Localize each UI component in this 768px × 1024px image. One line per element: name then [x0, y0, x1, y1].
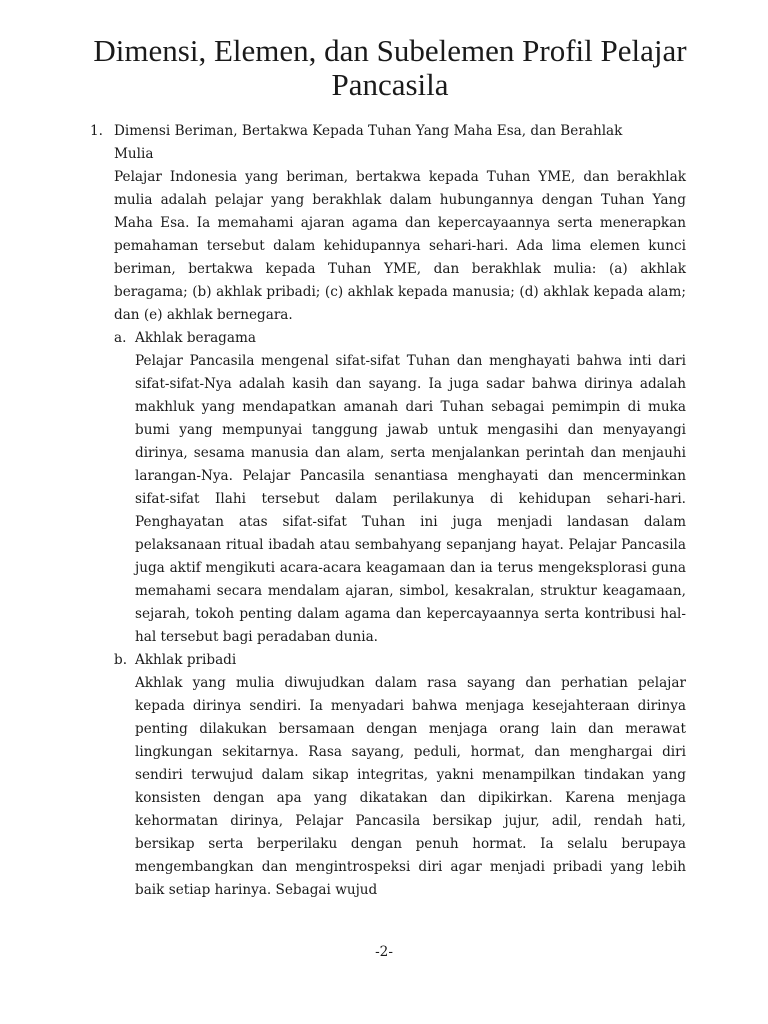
section-heading-line1: Dimensi Beriman, Bertakwa Kepada Tuhan Yang Maha Esa, dan Berahlak — [114, 123, 623, 139]
subsection-b-paragraph: Akhlak yang mulia diwujudkan dalam rasa sayang dan perhatian pelajar kepada dirinya sendiri. Ia menyadari bahwa menjaga kesejahteraan dirinya penting dilakukan bersamaan dengan menjaga orang lain dan merawat lingkungan sekitarnya. Rasa sayang, peduli, hormat, dan menghargai diri sendiri terwujud dalam sikap integritas, yakni menampilkan tindakan yang konsisten dengan apa yang dikatakan dan dipikirkan. Karena menjaga kehormatan dirinya, Pelajar Pancasila bersikap jujur, adil, rendah hati, bersikap serta berperilaku dengan penuh hormat. Ia selalu berupaya mengembangkan dan mengintrospeksi diri agar menjadi pribadi yang lebih baik setiap harinya. Sebagai wujud — [135, 675, 686, 898]
subsection-a-paragraph: Pelajar Pancasila mengenal sifat-sifat Tuhan dan menghayati bahwa inti dari sifat-sifat-Nya adalah kasih dan sayang. Ia juga sadar bahwa dirinya adalah makhluk yang mendapatkan amanah dari Tuhan sebagai pemimpin di muka bumi yang mempunyai tanggung jawab untuk mengasihi dan menyayangi dirinya, sesama manusia dan alam, serta menjalankan perintah dan menjauhi larangan-Nya. Pelajar Pancasila senantiasa menghayati dan mencerminkan sifat-sifat Ilahi tersebut dalam perilakunya di kehidupan sehari-hari. Penghayatan atas sifat-sifat Tuhan ini juga menjadi landasan dalam pelaksanaan ritual ibadah atau sembahyang sepanjang hayat. Pelajar Pancasila juga aktif mengikuti acara-acara keagamaan dan ia terus mengeksplorasi guna memahami secara mendalam ajaran, simbol, kesakralan, struktur keagamaan, sejarah, tokoh penting dalam agama dan kepercayaannya serta kontribusi hal-hal tersebut bagi peradaban dunia. — [135, 353, 686, 645]
section-intro-paragraph: Pelajar Indonesia yang beriman, bertakwa kepada Tuhan YME, dan berakhlak mulia adalah pelajar yang berakhlak dalam hubungannya dengan Tuhan Yang Maha Esa. Ia memahami ajaran agama dan kepercayaannya serta menerapkan pemahaman tersebut dalam kehidupannya sehari-hari. Ada lima elemen kunci beriman, bertakwa kepada Tuhan YME, dan berakhlak mulia: (a) akhlak beragama; (b) akhlak pribadi; (c) akhlak kepada manusia; (d) akhlak kepada alam; dan (e) akhlak bernegara. — [114, 169, 686, 323]
subsection-a-letter: a. — [114, 330, 127, 346]
section-heading-line2: Mulia — [114, 146, 154, 162]
subsection-b-heading — [114, 649, 686, 672]
section-heading — [90, 120, 686, 166]
page-number: -2- — [375, 944, 393, 960]
subsection-a-heading — [114, 327, 686, 350]
page-title-line1: Dimensi, Elemen, dan Subelemen Profil Pelajar — [93, 33, 687, 68]
section-number: 1. — [90, 123, 103, 139]
page-title-line2: Pancasila — [331, 67, 449, 102]
document-body — [90, 120, 686, 902]
page-title — [60, 34, 720, 102]
subsection-b-letter: b. — [114, 652, 128, 668]
subsection-b-title: Akhlak pribadi — [135, 652, 237, 668]
section-heading-text — [114, 120, 686, 166]
subsection-a-title: Akhlak beragama — [135, 330, 256, 346]
